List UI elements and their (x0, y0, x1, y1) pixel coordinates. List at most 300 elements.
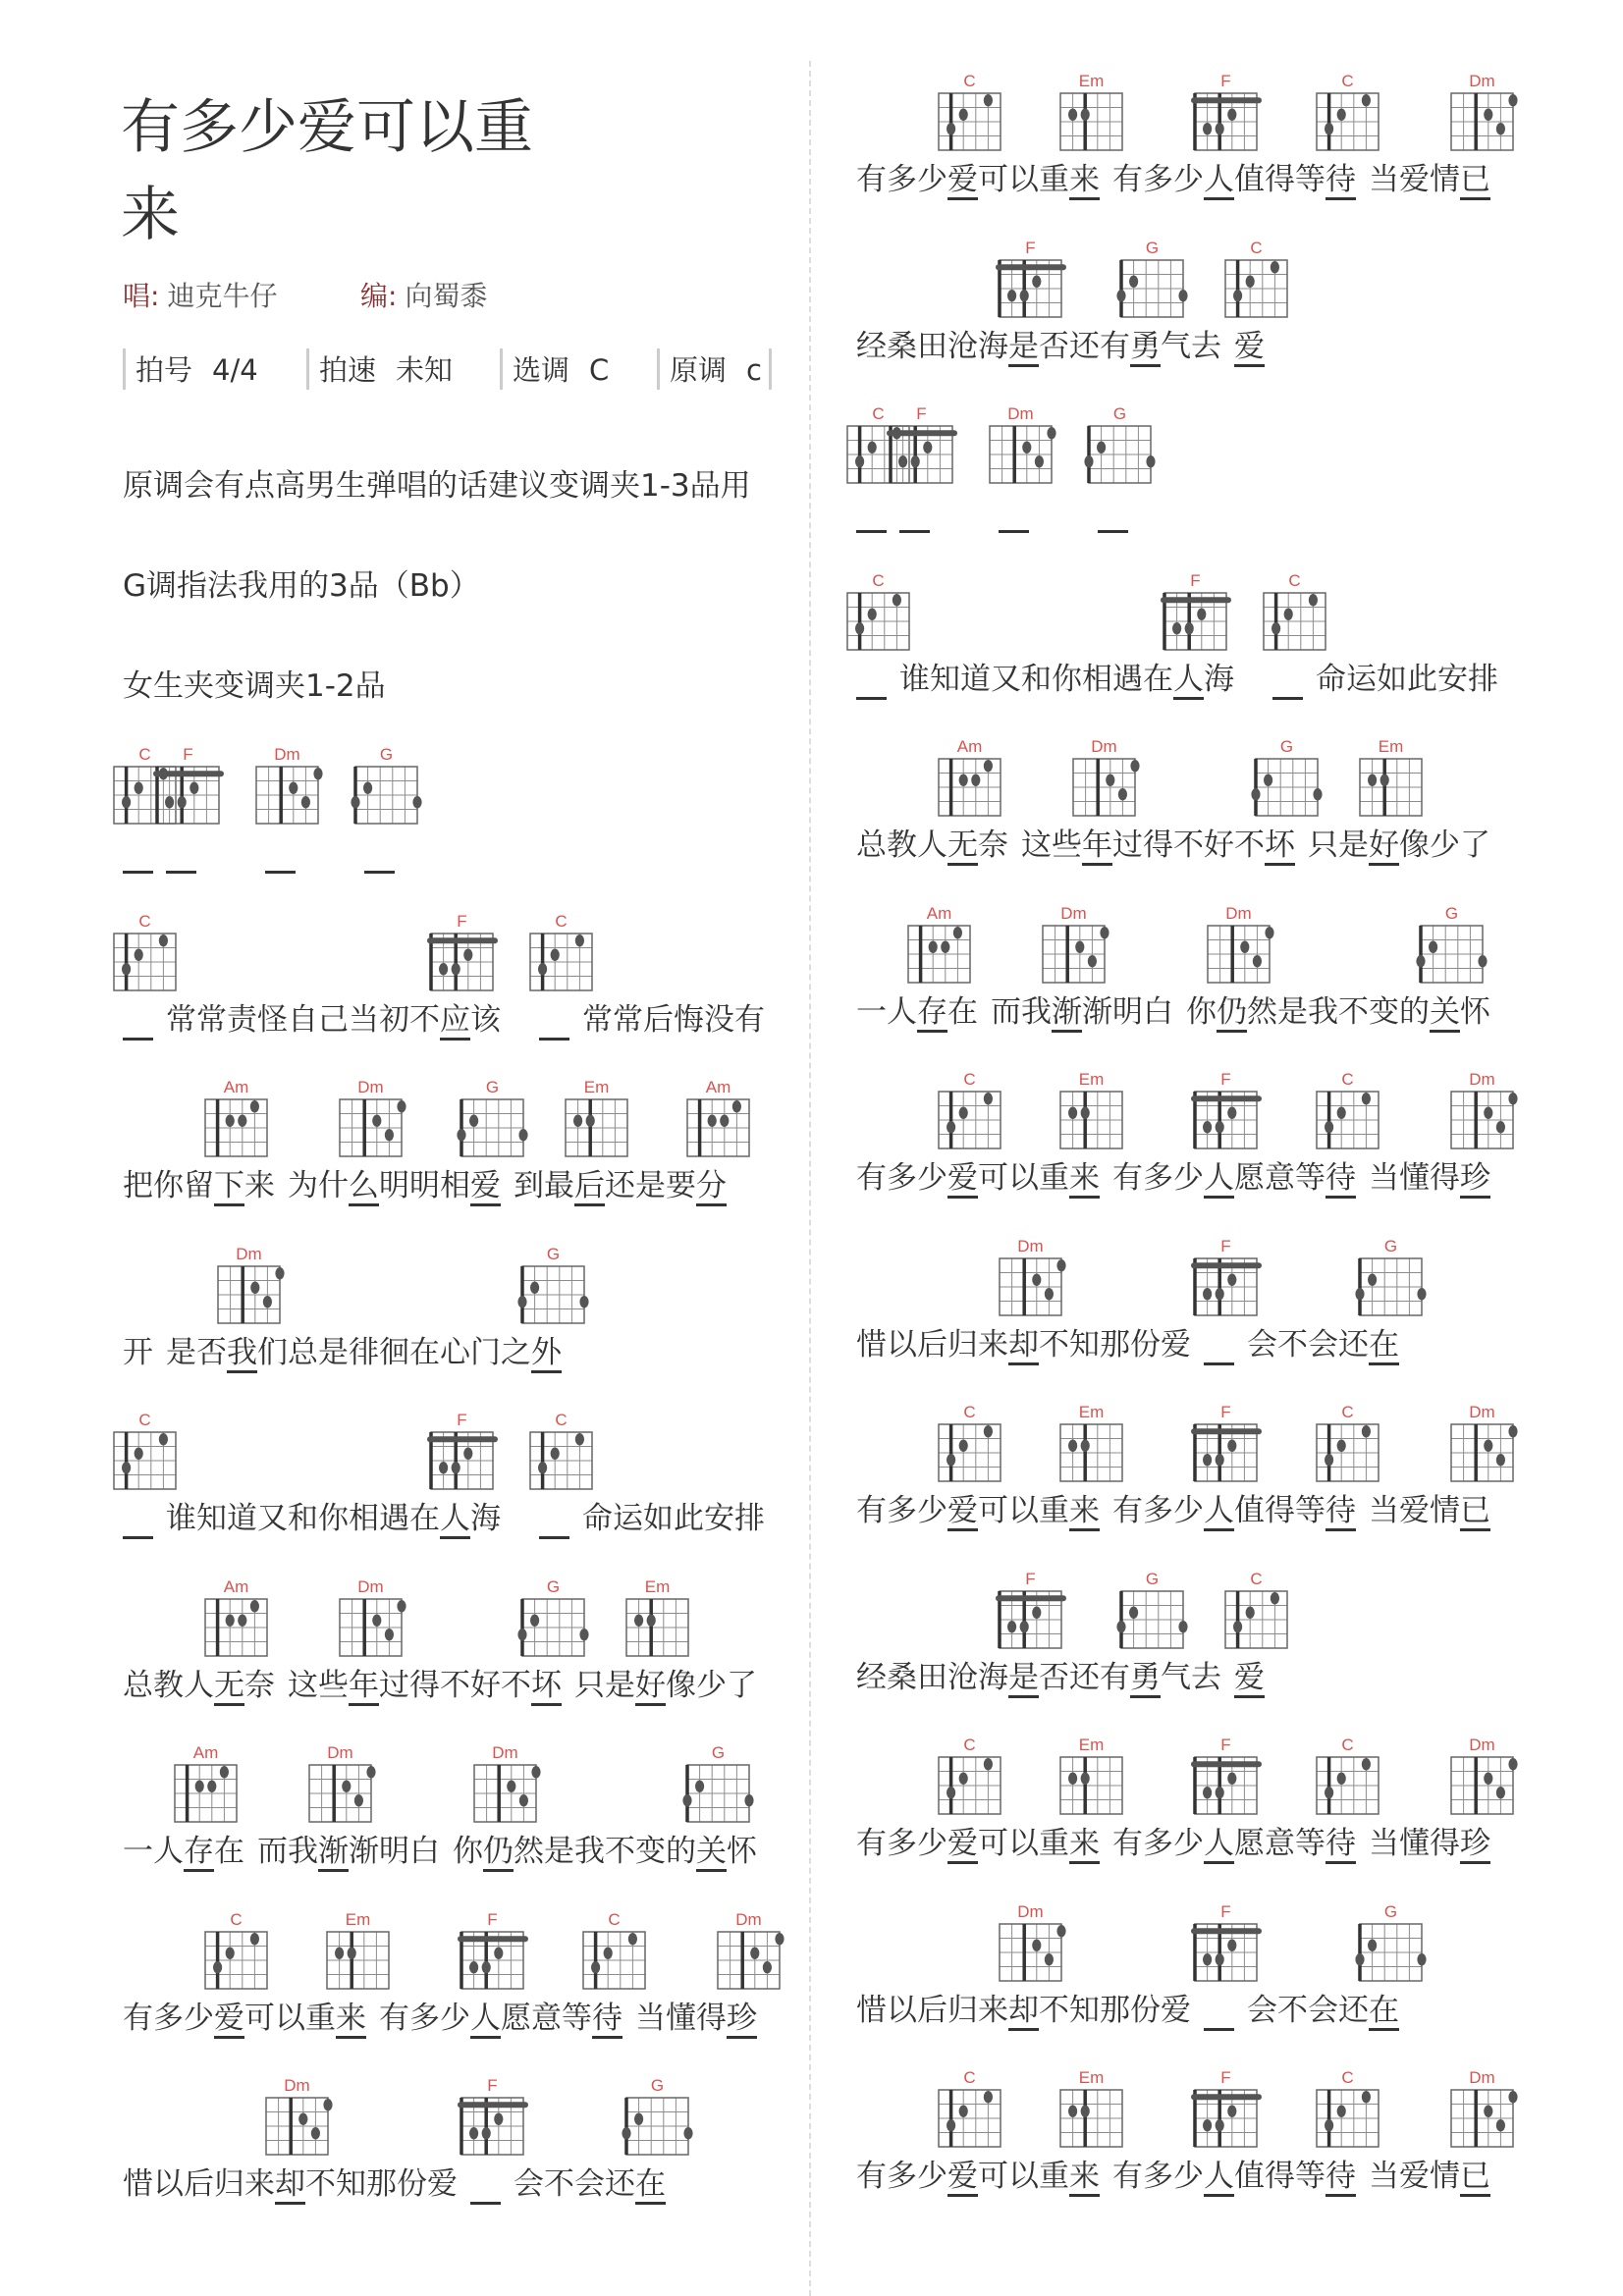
chord-anchor (470, 1909, 501, 2038)
chord-anchor (1430, 903, 1460, 1032)
lyric-segment (1356, 1158, 1460, 1198)
finger-dot-icon (1118, 788, 1127, 800)
finger-dot-icon (1100, 927, 1109, 938)
chord-position-underline (539, 1536, 569, 1539)
lyric-char (1303, 660, 1316, 699)
chord-fingering-grid (426, 933, 498, 991)
lyric-char: 惜 (123, 2166, 153, 2202)
column-divider (809, 61, 811, 2296)
lyric-char: 有 (856, 1160, 887, 1196)
lyric-char: 门 (470, 1334, 501, 1370)
lyric-char: 没 (704, 1001, 734, 1038)
chord-label: C (963, 72, 976, 90)
lyric-char: 归 (214, 2166, 244, 2202)
finger-dot-icon (159, 1433, 168, 1445)
singer-credit (123, 277, 277, 316)
lyric-segment (856, 826, 947, 865)
lyric-segment (379, 1666, 531, 1705)
finger-dot-icon (1240, 940, 1249, 952)
chord-position-underline (1069, 1861, 1100, 1864)
finger-dot-icon (1508, 2091, 1517, 2103)
lyric-char: 桑 (887, 328, 917, 364)
finger-dot-icon (1081, 109, 1090, 121)
lyric-segment (123, 2164, 275, 2204)
lyric-char: 有 (1112, 1160, 1143, 1196)
lyric-char (1029, 493, 1042, 532)
chord-label: C (963, 2068, 976, 2087)
lyric-char: 还 (1338, 1992, 1369, 2028)
singer-name: 迪克牛仔 (167, 280, 278, 312)
lyric-char: 珍 (727, 2000, 757, 2036)
lyric-char: 待 (1325, 1160, 1356, 1196)
lyric-char: 人 (917, 828, 947, 863)
lyric-char (196, 833, 209, 873)
chord-diagram-F (152, 745, 224, 828)
lyric-char (1100, 1491, 1112, 1530)
finger-dot-icon (575, 1433, 584, 1445)
lyric-char: 人 (1204, 2159, 1234, 2194)
lyric-char: 多 (153, 2000, 184, 2036)
lyric-char: 少 (917, 2159, 947, 2194)
chord-fingering-grid (1190, 1756, 1262, 1815)
chord-anchor (1325, 1403, 1356, 1530)
finger-dot-icon (1309, 594, 1318, 606)
finger-dot-icon (683, 2127, 692, 2139)
chord-anchor (539, 1411, 569, 1538)
lyric-segment (1161, 327, 1234, 366)
chord-label: Em (1078, 1403, 1105, 1421)
lyric-line (123, 1078, 731, 1205)
lyric-char: 存 (917, 993, 947, 1030)
lyric-char: 在 (409, 1334, 440, 1370)
finger-dot-icon (579, 1296, 588, 1308)
chord-fingering-grid (469, 1764, 541, 1823)
lyric-char: 会 (574, 2166, 605, 2202)
chord-diagram-F (995, 239, 1066, 321)
lyric-char: 爱 (214, 2000, 244, 2036)
chord-fingering-grid (1259, 592, 1330, 651)
chord-diagram-Dm (1446, 72, 1518, 154)
lyric-char: 爱 (947, 1826, 978, 1861)
lyric-char: 得 (409, 1667, 440, 1703)
chord-fingering-grid (682, 1764, 754, 1823)
lyric-segment (501, 1166, 574, 1205)
chord-label: C (1341, 1070, 1354, 1089)
lyric-char: 待 (1325, 162, 1356, 197)
lyric-char: 最 (544, 1168, 574, 1203)
finger-dot-icon (1045, 1953, 1054, 1965)
lyric-char: 坏 (531, 1667, 562, 1703)
chord-label: C (608, 1909, 621, 1929)
chord-fingering-grid (1068, 758, 1140, 817)
finger-dot-icon (1146, 455, 1155, 467)
lyric-row (123, 745, 800, 912)
lyric-char: 了 (727, 1667, 757, 1703)
chord-fingering-grid (1446, 1756, 1518, 1815)
chord-fingering-grid (1190, 1423, 1262, 1482)
lyric-line (123, 1244, 562, 1372)
chord-label: F (457, 1411, 467, 1429)
lyric-segment (1234, 2157, 1325, 2196)
lyric-char: 然 (514, 1834, 544, 1869)
lyric-char: 在 (214, 1834, 244, 1869)
lyric-char: 怪 (257, 1001, 288, 1038)
lyric-char: 可 (244, 2000, 275, 2036)
chord-fingering-grid (903, 925, 975, 984)
finger-dot-icon (868, 442, 877, 454)
finger-dot-icon (1416, 955, 1425, 967)
finger-dot-icon (348, 1947, 356, 1958)
lyric-char: 当 (1369, 1826, 1399, 1861)
lyric-row (856, 1570, 1583, 1736)
lyric-char: 知 (1069, 1992, 1100, 2028)
finger-dot-icon (551, 1448, 560, 1460)
chord-fingering-grid (1355, 758, 1427, 817)
chord-anchor (1052, 903, 1087, 1032)
finger-dot-icon (1088, 955, 1097, 967)
chord-diagram-Dm (1446, 2068, 1518, 2151)
lyric-char: 有 (123, 2000, 153, 2036)
finger-dot-icon (1032, 275, 1041, 287)
lyric-char: 你 (153, 1168, 184, 1203)
lyric-char: 少 (1173, 1826, 1204, 1861)
lyric-char: 而 (991, 993, 1021, 1030)
finger-dot-icon (1056, 1259, 1065, 1271)
chord-position-underline (1460, 1528, 1490, 1531)
chord-anchor (1069, 2068, 1105, 2196)
chord-label: G (1383, 1236, 1398, 1255)
chord-diagram-F (1190, 1070, 1262, 1152)
lyric-char: 去 (1191, 1659, 1221, 1695)
finger-dot-icon (1429, 940, 1437, 952)
lyric-segment (1039, 1991, 1204, 2030)
chord-diagram-Em (561, 1078, 632, 1160)
chord-diagram-Am (200, 1577, 272, 1660)
chord-anchor (696, 1743, 727, 1871)
finger-dot-icon (1362, 1425, 1371, 1437)
lyric-char (1100, 160, 1112, 199)
finger-dot-icon (929, 940, 938, 952)
finger-dot-icon (1496, 1454, 1505, 1466)
chord-fingering-grid (1055, 1091, 1127, 1149)
chord-diagram-Em (622, 1577, 693, 1660)
lyric-segment (1082, 992, 1217, 1032)
chord-diagram-Dm (1068, 737, 1140, 820)
finger-dot-icon (250, 1100, 259, 1112)
chord-position-underline (1325, 1528, 1356, 1531)
finger-dot-icon (1081, 1107, 1090, 1119)
finger-dot-icon (226, 1115, 235, 1127)
chord-diagram-Dm (1446, 1070, 1518, 1152)
chord-position-underline (1460, 197, 1490, 200)
lyric-char: 来 (1069, 162, 1100, 197)
lyric-char: 运 (613, 1501, 643, 1536)
chord-anchor (696, 1078, 731, 1205)
chord-diagram-G (351, 745, 422, 828)
lyric-char: 归 (947, 1326, 978, 1362)
lyric-char: 意 (1265, 1160, 1295, 1196)
chord-diagram-F (426, 912, 498, 994)
chord-fingering-grid (1355, 1257, 1427, 1316)
lyric-segment (856, 2157, 947, 2196)
finger-dot-icon (1097, 442, 1106, 454)
lyric-row (123, 1910, 800, 2077)
chord-fingering-grid (934, 1091, 1005, 1149)
chord-label: Em (583, 1078, 610, 1096)
lyric-segment (379, 1166, 470, 1205)
chord-label: G (379, 745, 394, 764)
chord-fingering-grid (934, 2089, 1005, 2148)
chord-position-underline (539, 1038, 569, 1041)
finger-dot-icon (469, 1961, 478, 1973)
finger-dot-icon (1216, 1288, 1224, 1300)
lyric-char: 有 (856, 162, 887, 197)
lyric-segment (501, 1999, 592, 2038)
finger-dot-icon (586, 1115, 595, 1127)
lyric-char: 爱 (947, 1493, 978, 1528)
finger-dot-icon (1227, 109, 1236, 121)
lyric-line (856, 2068, 1495, 2196)
finger-dot-icon (275, 1267, 284, 1279)
chord-position-underline (999, 530, 1029, 533)
lyric-char: 沧 (947, 328, 978, 364)
lyric-segment (978, 1158, 1069, 1198)
chord-fingering-grid (304, 1764, 376, 1823)
lyric-row (123, 1411, 800, 1577)
lyric-char: 是 (635, 1168, 666, 1203)
chord-position-underline (214, 2036, 244, 2039)
finger-dot-icon (695, 1781, 704, 1792)
lyric-char (973, 493, 986, 532)
finger-dot-icon (135, 1448, 143, 1460)
lyric-char (887, 493, 899, 532)
finger-dot-icon (1203, 1953, 1212, 1965)
lyric-char: 渐 (1052, 993, 1082, 1030)
chord-anchor (123, 1411, 153, 1538)
lyric-char (1356, 160, 1369, 199)
lyric-char: 明 (379, 1168, 409, 1203)
finger-dot-icon (1484, 109, 1492, 121)
finger-dot-icon (1020, 1621, 1029, 1632)
lyric-line (856, 1236, 1399, 1364)
lyric-char: 惜 (856, 1992, 887, 2028)
chord-diagram-G (1116, 239, 1188, 321)
lyric-char: 不 (1277, 1992, 1308, 2028)
chord-diagram-C (109, 1411, 181, 1493)
chord-anchor (856, 570, 887, 699)
lyric-char: 像 (666, 1667, 696, 1703)
finger-dot-icon (335, 1947, 344, 1958)
lyric-char: 还 (605, 1168, 635, 1203)
lyric-segment (605, 1166, 696, 1205)
lyric-segment (1100, 1824, 1204, 1863)
lyric-char (1356, 1491, 1369, 1530)
chord-position-underline (1173, 697, 1204, 700)
chord-anchor (947, 2068, 978, 2196)
chord-anchor (947, 737, 983, 865)
lyric-char: 来 (978, 1326, 1008, 1362)
chord-anchor (1069, 72, 1105, 199)
lyric-char: 多 (409, 2000, 440, 2036)
lyric-segment (856, 1991, 1008, 2030)
lyric-char (1234, 1325, 1247, 1364)
lyric-char: 惜 (856, 1326, 887, 1362)
lyric-segment (1234, 1491, 1325, 1530)
chord-fingering-grid (1190, 1257, 1262, 1316)
chord-diagram-C (1312, 1403, 1383, 1485)
lyric-segment (296, 833, 364, 873)
chord-label: Am (956, 737, 983, 756)
chord-fingering-grid (170, 1764, 242, 1823)
lyric-row (123, 912, 800, 1079)
finger-dot-icon (165, 796, 174, 808)
chord-diagram-Dm (335, 1078, 406, 1160)
finger-dot-icon (893, 594, 901, 606)
finger-dot-icon (1337, 1773, 1346, 1785)
lyric-segment (244, 1666, 349, 1705)
chord-label: Dm (1469, 72, 1495, 90)
chord-diagram-C (842, 571, 914, 654)
lyric-char (501, 2164, 514, 2204)
finger-dot-icon (1417, 1288, 1426, 1300)
chord-diagram-Am (170, 1743, 242, 1826)
chord-label: G (1145, 238, 1160, 257)
chord-anchor (999, 404, 1034, 532)
lyric-char: 分 (696, 1168, 727, 1203)
chord-diagram-Em (1055, 72, 1127, 154)
lyric-segment (1295, 826, 1369, 865)
finger-dot-icon (482, 2127, 491, 2139)
finger-dot-icon (538, 963, 547, 975)
chord-diagram-G (1355, 1902, 1427, 1985)
chord-label: F (1025, 1569, 1036, 1588)
lyric-segment (887, 660, 1173, 699)
finger-dot-icon (298, 2113, 307, 2125)
chord-label: G (1279, 737, 1294, 756)
chord-position-underline (440, 1038, 470, 1041)
lyric-char: 人 (1173, 661, 1204, 697)
lyric-char (501, 1499, 514, 1538)
chord-fingering-grid (251, 766, 323, 825)
lyric-char: 还 (1069, 328, 1100, 364)
lyric-char: 后 (184, 2166, 214, 2202)
lyric-char: 下 (214, 1168, 244, 1203)
chord-position-underline (265, 871, 296, 874)
chord-position-underline (531, 1703, 562, 1706)
lyric-char: 来 (1069, 1160, 1100, 1196)
lyric-char: 份 (397, 2166, 427, 2202)
lyric-char: 重 (1039, 1160, 1069, 1196)
finger-dot-icon (1084, 455, 1093, 467)
lyric-char: 一 (123, 1834, 153, 1869)
lyric-char (899, 493, 930, 532)
finger-dot-icon (634, 2113, 643, 2125)
chord-anchor (539, 911, 569, 1040)
lyric-char: 多 (1143, 162, 1173, 197)
lyric-char: 得 (1265, 2159, 1295, 2194)
lyric-char: 可 (978, 1826, 1008, 1861)
lyric-char: 我 (227, 1334, 257, 1370)
lyric-char: 教 (887, 828, 917, 863)
chord-anchor (470, 1078, 501, 1205)
lyric-char: 少 (440, 2000, 470, 2036)
finger-dot-icon (1380, 774, 1389, 786)
chord-fingering-grid (200, 1098, 272, 1157)
chord-fingering-grid (109, 1431, 181, 1490)
lyric-char (1042, 493, 1072, 532)
chord-position-underline (1460, 1196, 1490, 1199)
finger-dot-icon (1045, 1288, 1054, 1300)
chord-diagram-F (1190, 72, 1262, 154)
lyric-char: 命 (1316, 661, 1346, 697)
chord-label: F (487, 2076, 498, 2095)
lyric-char (1221, 1658, 1234, 1697)
chord-fingering-grid (1220, 259, 1292, 318)
lyric-char: 珍 (1460, 1160, 1490, 1196)
lyric-char (153, 833, 166, 873)
chord-diagram-C (200, 1910, 272, 1993)
chord-fingering-grid (517, 1265, 589, 1324)
chord-label: F (1190, 570, 1201, 590)
chord-label: C (138, 745, 151, 764)
chord-position-underline (349, 1703, 379, 1706)
lyric-char: 如 (1377, 661, 1407, 697)
chord-fingering-grid (457, 2097, 528, 2156)
lyric-char (1100, 1824, 1112, 1863)
lyric-char: 以 (1008, 1493, 1039, 1528)
lyric-char: 有 (856, 1826, 887, 1861)
finger-dot-icon (579, 1629, 588, 1640)
lyric-char: 好 (635, 1667, 666, 1703)
finger-dot-icon (457, 1129, 465, 1141)
chord-position-underline (336, 2036, 366, 2039)
lyric-char: 以 (153, 2166, 184, 2202)
finger-dot-icon (628, 1933, 637, 1945)
chord-fingering-grid (1190, 1923, 1262, 1982)
finger-dot-icon (1508, 1425, 1517, 1437)
lyric-char: 爱 (1399, 162, 1430, 197)
finger-dot-icon (518, 1129, 527, 1141)
lyric-char: 是 (544, 1834, 574, 1869)
chord-diagram-C (934, 2068, 1005, 2151)
lyric-char: 在 (635, 2166, 666, 2202)
chord-position-underline (1069, 1528, 1100, 1531)
finger-dot-icon (1265, 927, 1273, 938)
finger-dot-icon (1056, 1925, 1065, 1937)
finger-dot-icon (226, 1614, 235, 1626)
finger-dot-icon (1368, 1273, 1377, 1285)
chord-position-underline (166, 871, 196, 874)
chord-anchor (1234, 1569, 1265, 1697)
lyric-char: 爱 (947, 1160, 978, 1196)
chord-diagram-Am (934, 737, 1005, 820)
lyric-char (275, 1166, 288, 1205)
chord-position-underline (1082, 863, 1112, 866)
chord-anchor (318, 1743, 353, 1871)
lyric-char: 有 (734, 1001, 765, 1038)
lyric-char: 是 (166, 1334, 196, 1370)
finger-dot-icon (1484, 1773, 1492, 1785)
chord-position-underline (856, 530, 887, 533)
finger-dot-icon (923, 442, 932, 454)
chord-label: Dm (492, 1743, 518, 1762)
lyric-line (856, 1569, 1265, 1697)
lyric-char: 而 (257, 1834, 288, 1869)
lyric-line (856, 903, 1490, 1032)
chord-position-underline (1369, 1362, 1399, 1365)
lyric-segment (1204, 660, 1272, 699)
chord-anchor (1098, 404, 1128, 532)
